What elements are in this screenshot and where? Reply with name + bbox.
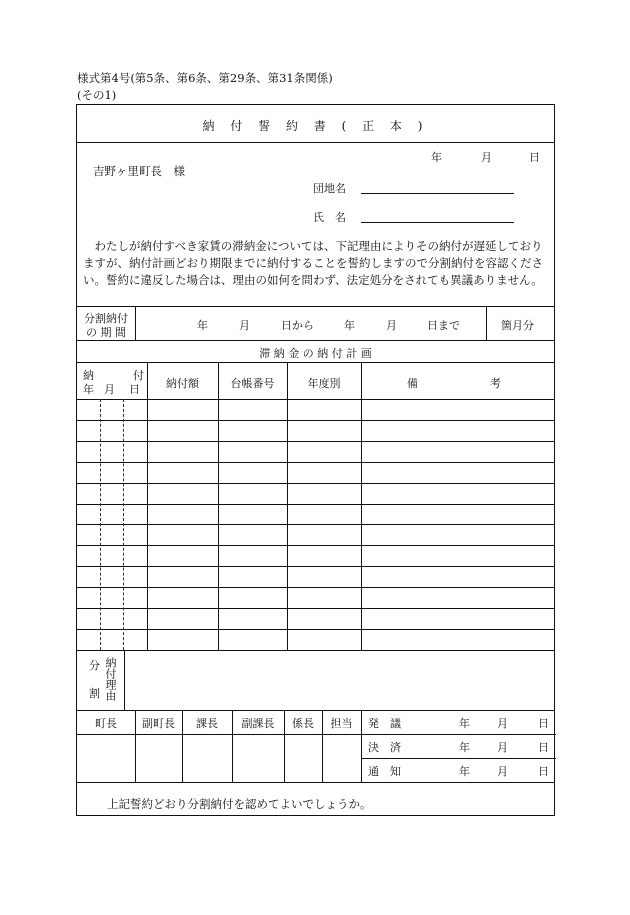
approval-step-label: 決 済 bbox=[368, 741, 401, 754]
addressee: 吉野ヶ里町長 様 bbox=[93, 164, 185, 178]
plan-title: 滞 納 金 の 納 付 計 画 bbox=[259, 347, 372, 360]
form-title: 納 付 誓 約 書 ( 正 本 ) bbox=[202, 119, 429, 133]
approval-step-label: 通 知 bbox=[368, 765, 401, 778]
approval-role: 副町長 bbox=[142, 717, 175, 730]
period-months: 箇月分 bbox=[501, 319, 534, 332]
table-row bbox=[77, 462, 554, 463]
table-row bbox=[77, 566, 554, 567]
approval-role: 課長 bbox=[196, 717, 218, 730]
col-remarks-a: 備 bbox=[407, 377, 418, 390]
approval-role: 係長 bbox=[292, 717, 314, 730]
date-year-label: 年 bbox=[431, 151, 442, 164]
period-until: 日まで bbox=[427, 319, 460, 332]
complex-name-label: 団地名 bbox=[313, 182, 346, 195]
table-row bbox=[77, 608, 554, 609]
col-year: 年 bbox=[83, 383, 94, 396]
reason-field[interactable] bbox=[125, 651, 555, 709]
form-number: 様式第4号(第5条、第6条、第29条、第31条関係) bbox=[77, 71, 333, 85]
table-row bbox=[77, 629, 554, 630]
table-row bbox=[77, 587, 554, 588]
col-pay-b: 付 bbox=[133, 369, 144, 382]
period-label-2: の 期 間 bbox=[86, 326, 126, 339]
pledge-form: 納 付 誓 約 書 ( 正 本 ) 年 月 日 吉野ヶ里町長 様 団地名 氏 名 わたしが納付すべき家賃の滞納金については、下記理由によりその納付が遅延しておりますが、納付計画どおり期限までに納付することを誓約しますので分割納付を容認ください。誓約に違反した場合は、理由の如何を問わず、法定処分をされても異議ありません。 分割納付 の 期 間 年 月 日から 年 月 日まで 箇月分 滞 納 金 の 納 付 計 画 納 付 年 月 日 納付額 台帳番号 年度別 備 考 分 割 納付理由 町長 副町長 課長 副課長 係長 担当 発 議 年 月 日 決 済 年 月 日 通 知 年 月 日 上記誓約どおり分割納付を認めてよいでしょうか。 bbox=[76, 104, 555, 816]
period-year2: 年 bbox=[344, 319, 355, 332]
period-month1: 月 bbox=[239, 319, 250, 332]
table-row bbox=[77, 483, 554, 484]
name-label: 氏 名 bbox=[313, 211, 346, 224]
table-row bbox=[77, 524, 554, 525]
col-day: 日 bbox=[129, 383, 140, 396]
period-label-1: 分割納付 bbox=[84, 312, 128, 325]
complex-name-field[interactable] bbox=[361, 193, 514, 194]
approval-role: 副課長 bbox=[241, 717, 275, 730]
name-field[interactable] bbox=[361, 222, 514, 223]
table-row bbox=[77, 441, 554, 442]
reason-bun: 分 bbox=[89, 659, 100, 672]
period-from: 日から bbox=[281, 319, 314, 332]
approval-role: 町長 bbox=[95, 717, 117, 730]
approval-role: 担当 bbox=[330, 717, 353, 730]
form-part: (その1) bbox=[77, 88, 117, 102]
period-year1: 年 bbox=[197, 319, 208, 332]
reason-label: 納付理由 bbox=[104, 657, 117, 701]
footer-text: 上記誓約どおり分割納付を認めてよいでしょうか。 bbox=[107, 797, 372, 811]
table-row bbox=[77, 545, 554, 546]
col-remarks-b: 考 bbox=[490, 377, 501, 390]
col-fiscal-year: 年度別 bbox=[307, 377, 341, 390]
table-row bbox=[77, 420, 554, 421]
col-amount: 納付額 bbox=[166, 377, 199, 390]
col-ledger: 台帳番号 bbox=[230, 377, 275, 390]
date-day-label: 日 bbox=[529, 151, 540, 164]
date-month-label: 月 bbox=[481, 151, 492, 164]
period-month2: 月 bbox=[386, 319, 397, 332]
reason-katsu: 割 bbox=[89, 687, 100, 700]
col-pay-a: 納 bbox=[83, 369, 94, 382]
col-month: 月 bbox=[104, 383, 115, 396]
table-row bbox=[77, 504, 554, 505]
approval-step-label: 発 議 bbox=[368, 717, 401, 730]
statement-text: わたしが納付すべき家賃の滞納金については、下記理由によりその納付が遅延しておりますが、納付計画どおり期限までに納付することを誓約しますので分割納付を容認ください。誓約に違反した場合は、理由の如何を問わず、法定処分をされても異議ありません。 bbox=[83, 239, 543, 287]
